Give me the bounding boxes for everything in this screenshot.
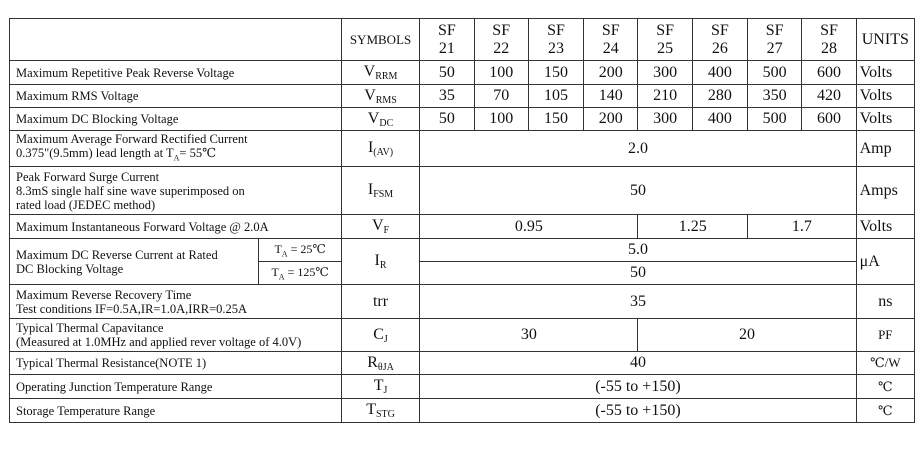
- table-row-iav: [10, 131, 915, 167]
- table-row-vrrm: [10, 61, 915, 85]
- value-cell: 420: [802, 85, 856, 108]
- condition-cell: $T_A$ = 125℃: [259, 262, 341, 285]
- param-label: Maximum RMS Voltage: [10, 85, 342, 108]
- value-cell: 40: [420, 352, 856, 375]
- value-cell: 140: [584, 85, 638, 108]
- param-label: Peak Forward Surge Current 8.3mS single half sine wave superimposed on rated load (JEDEC method): [10, 167, 342, 215]
- table-row-trr: [10, 285, 915, 319]
- value-cell: 280: [692, 85, 747, 108]
- value-cell: 50: [420, 262, 856, 285]
- symbol-cell: $T_{STG}$: [341, 399, 419, 423]
- part-header-sf28: SF 28: [802, 19, 856, 61]
- value-cell: 1.25: [638, 215, 748, 239]
- table-row-ir: [10, 239, 915, 262]
- param-label: Maximum Reverse Recovery Time Test conditions IF=0.5A,IR=1.0A,IRR=0.25A: [10, 285, 342, 319]
- value-cell: 350: [748, 85, 802, 108]
- unit-cell: ℃: [856, 399, 914, 423]
- value-cell: 100: [474, 108, 528, 131]
- part-header-sf24: SF 24: [584, 19, 638, 61]
- value-cell: 600: [802, 61, 856, 85]
- unit-cell: PF: [856, 319, 914, 352]
- part-header-sf26: SF 26: [692, 19, 747, 61]
- unit-cell: Volts: [856, 215, 914, 239]
- table-row-vdc: [10, 108, 915, 131]
- value-cell: 600: [802, 108, 856, 131]
- value-cell: 200: [584, 61, 638, 85]
- table-row-rth: [10, 352, 915, 375]
- unit-cell: ℃: [856, 375, 914, 399]
- param-label: Maximum Repetitive Peak Reverse Voltage: [10, 61, 342, 85]
- symbol-cell: $C_J$: [341, 319, 419, 352]
- table-row-vrms: [10, 85, 915, 108]
- table-row-vf: [10, 215, 915, 239]
- value-cell: 300: [638, 108, 692, 131]
- param-label: Typical Thermal Resistance(NOTE 1): [10, 352, 342, 375]
- symbols-header: SYMBOLS: [341, 19, 419, 61]
- value-cell: 100: [474, 61, 528, 85]
- table-row-tj: [10, 375, 915, 399]
- unit-cell: ℃/W: [856, 352, 914, 375]
- value-cell: (-55 to +150): [420, 399, 856, 423]
- symbol-cell: $I_{FSM}$: [341, 167, 419, 215]
- condition-cell: $T_A$ = 25℃: [259, 239, 341, 262]
- value-cell: 5.0: [420, 239, 856, 262]
- unit-cell: Amp: [856, 131, 914, 167]
- value-cell: 500: [748, 108, 802, 131]
- symbol-cell: $V_{DC}$: [341, 108, 419, 131]
- value-cell: 35: [420, 85, 474, 108]
- param-label: Operating Junction Temperature Range: [10, 375, 342, 399]
- value-cell: 400: [692, 108, 747, 131]
- param-label: Maximum DC Blocking Voltage: [10, 108, 342, 131]
- header-blank-cell: [10, 19, 342, 61]
- unit-cell: Amps: [856, 167, 914, 215]
- param-label: Maximum Average Forward Rectified Current 0.375"(9.5mm) lead length at $T_A=$ 55℃: [10, 131, 342, 167]
- value-cell: 105: [528, 85, 583, 108]
- part-header-sf23: SF 23: [528, 19, 583, 61]
- value-cell: 30: [420, 319, 638, 352]
- table-row-ifsm: [10, 167, 915, 215]
- value-cell: 300: [638, 61, 692, 85]
- symbol-cell: $V_{RRM}$: [341, 61, 419, 85]
- unit-cell: Volts: [856, 85, 914, 108]
- part-header-sf21: SF 21: [420, 19, 474, 61]
- value-cell: 2.0: [420, 131, 856, 167]
- param-label: Storage Temperature Range: [10, 399, 342, 423]
- symbol-cell: $V_F$: [341, 215, 419, 239]
- symbol-cell: trr: [341, 285, 419, 319]
- table-header-row: [10, 19, 915, 61]
- value-cell: 400: [692, 61, 747, 85]
- param-label: Maximum DC Reverse Current at Rated DC Blocking Voltage: [10, 239, 259, 285]
- unit-cell: ns: [856, 285, 914, 319]
- symbol-cell: $T_J$: [341, 375, 419, 399]
- value-cell: 35: [420, 285, 856, 319]
- symbol-cell: $V_{RMS}$: [341, 85, 419, 108]
- symbol-cell: $I_{(AV)}$: [341, 131, 419, 167]
- part-header-sf27: SF 27: [748, 19, 802, 61]
- symbol-cell: $R_{\theta JA}$: [341, 352, 419, 375]
- value-cell: 70: [474, 85, 528, 108]
- symbol-cell: $I_R$: [341, 239, 419, 285]
- part-header-sf25: SF 25: [638, 19, 692, 61]
- value-cell: (-55 to +150): [420, 375, 856, 399]
- value-cell: 0.95: [420, 215, 638, 239]
- table-row-tstg: [10, 399, 915, 423]
- value-cell: 500: [748, 61, 802, 85]
- part-header-sf22: SF 22: [474, 19, 528, 61]
- value-cell: 20: [638, 319, 856, 352]
- unit-cell: μA: [856, 239, 914, 285]
- unit-cell: Volts: [856, 61, 914, 85]
- units-header: UNITS: [856, 19, 914, 61]
- value-cell: 200: [584, 108, 638, 131]
- table-row-cj: [10, 319, 915, 352]
- value-cell: 50: [420, 167, 856, 215]
- ratings-table: [9, 18, 915, 423]
- value-cell: 50: [420, 61, 474, 85]
- value-cell: 1.7: [748, 215, 857, 239]
- value-cell: 50: [420, 108, 474, 131]
- param-label: Maximum Instantaneous Forward Voltage @ 2.0A: [10, 215, 342, 239]
- param-label: Typical Thermal Capavitance (Measured at 1.0MHz and applied rever voltage of 4.0V): [10, 319, 342, 352]
- value-cell: 150: [528, 61, 583, 85]
- value-cell: 210: [638, 85, 692, 108]
- unit-cell: Volts: [856, 108, 914, 131]
- value-cell: 150: [528, 108, 583, 131]
